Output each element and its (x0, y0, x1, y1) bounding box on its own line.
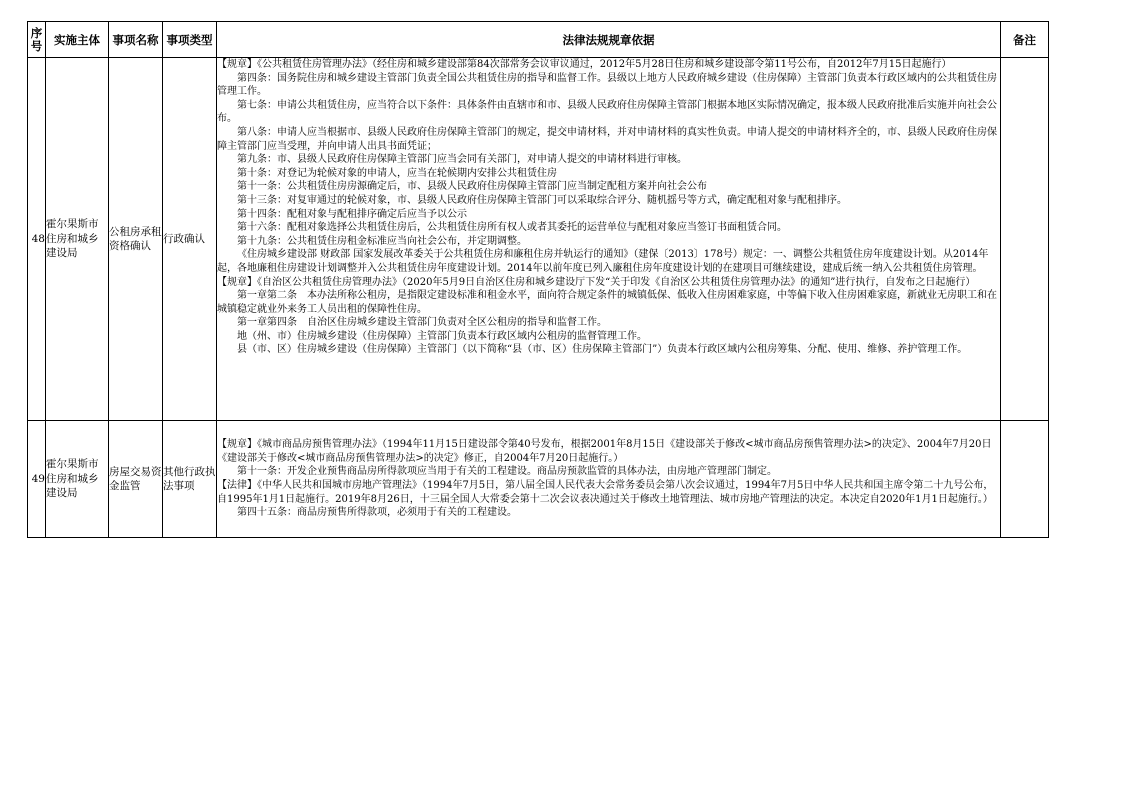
header-seq: 序号 (28, 22, 46, 58)
basis-paragraph: 【规章】《城市商品房预售管理办法》（1994年11月15日建设部令第40号发布，根据2001年8月15日《建设部关于修改<城市商品房预售管理办法>的决定》、2004年7月20日《建设部关于修改<城市商品房预售管理办法>的决定》修正，自2004年7月20日起施行。） (217, 439, 992, 464)
basis-paragraph: 第十四条：配租对象与配租排序确定后应当予以公示 (237, 208, 467, 220)
basis-paragraph: 第四十五条：商品房预售所得款项，必须用于有关的工程建设。 (237, 507, 517, 519)
table-row (28, 58, 1049, 421)
basis-paragraph: 《住房城乡建设部 财政部 国家发展改革委关于公共租赁住房和廉租住房并轨运行的通知》（建保〔2013〕178号）规定：一、调整公共租赁住房年度建设计划。从2014年起，各地廉租住房建设计划调整并入公共租赁住房年度建设计划。2014年以前年度已列入廉租住房年度建设计划的在建项目可继续建设，建成后统一纳入公共租赁住房管理。 (217, 249, 989, 274)
basis-paragraph: 【法律】《中华人民共和国城市房地产管理法》（1994年7月5日，第八届全国人民代表大会常务委员会第八次会议通过，1994年7月5日中华人民共和国主席令第二十九号公布，自1995年1月1日起施行。2019年8月26日，十三届全国人大常委会第十二次会议表决通过关于修改土地管理法、城市房地产管理法的决定。本决定自2020年1月1日起施行。） (217, 480, 994, 505)
basis-paragraph: 【规章】《公共租赁住房管理办法》（经住房和城乡建设部第84次部常务会议审议通过，2012年5月28日住房和城乡建设部令第11号公布，自2012年7月15日起施行） (217, 59, 952, 70)
row-subject: 霍尔果斯市住房和城乡建设局 (46, 421, 109, 538)
row-remark (1001, 421, 1049, 538)
basis-paragraph: 【规章】《自治区公共租赁住房管理办法》（2020年5月9日自治区住房和城乡建设厅下发“关于印发《自治区公共租赁住房管理办法》的通知”进行执行，自发布之日起施行） (217, 276, 976, 288)
basis-paragraph: 第十一条：公共租赁住房房源确定后，市、县级人民政府住房保障主管部门应当制定配租方案并向社会公布 (237, 181, 707, 193)
basis-paragraph: 第四条：国务院住房和城乡建设主管部门负责全国公共租赁住房的指导和监督工作。县级以上地方人民政府城乡建设（住房保障）主管部门负责本行政区域内的公共租赁住房管理工作。 (217, 72, 997, 98)
header-basis: 法律法规规章依据 (217, 22, 1001, 58)
row-basis (217, 58, 1001, 421)
row-item: 公租房承租资格确认 (109, 58, 163, 421)
row-seq: 49 (28, 421, 46, 538)
table-row (28, 421, 1049, 538)
basis-paragraph: 第九条：市、县级人民政府住房保障主管部门应当会同有关部门，对申请人提交的申请材料进行审核。 (237, 154, 687, 166)
basis-paragraph: 县（市、区）住房城乡建设（住房保障）主管部门（以下简称“县（市、区）住房保障主管部门”）负责本行政区域内公租房筹集、分配、使用、维修、养护管理工作。 (237, 344, 968, 356)
row-seq: 48 (28, 58, 46, 421)
header-type: 事项类型 (163, 22, 217, 58)
header-item: 事项名称 (109, 22, 163, 58)
basis-paragraph: 第八条：申请人应当根据市、县级人民政府住房保障主管部门的规定，提交申请材料，并对申请材料的真实性负责。申请人提交的申请材料齐全的，市、县级人民政府住房保障主管部门应当受理，并向申请人出具书面凭证； (217, 126, 997, 152)
header-subject: 实施主体 (46, 22, 109, 58)
basis-paragraph: 第一章第二条 本办法所称公租房，是指限定建设标准和租金水平，面向符合规定条件的城镇低保、低收入住房困难家庭，中等偏下收入住房困难家庭，新就业无房职工和在城镇稳定就业外来务工人员出租的保障性住房。 (217, 290, 997, 315)
basis-paragraph: 第十三条：对复审通过的轮候对象，市、县级人民政府住房保障主管部门可以采取综合评分、随机摇号等方式，确定配租对象与配租排序。 (237, 194, 847, 206)
basis-paragraph: 第十九条：公共租赁住房租金标准应当向社会公布，并定期调整。 (237, 235, 527, 247)
basis-paragraph: 第七条：申请公共租赁住房，应当符合以下条件：具体条件由直辖市和市、县级人民政府住房保障主管部门根据本地区实际情况确定，报本级人民政府批准后实施并向社会公布。 (217, 99, 997, 125)
row-type: 其他行政执法事项 (163, 421, 217, 538)
basis-paragraph: 第十一条：开发企业预售商品房所得款项应当用于有关的工程建设。商品房预款监管的具体办法，由房地产管理部门制定。 (237, 466, 777, 478)
row-type: 行政确认 (163, 58, 217, 421)
basis-paragraph: 地（州、市）住房城乡建设（住房保障）主管部门负责本行政区域内公租房的监督管理工作。 (237, 330, 647, 342)
header-row (28, 22, 1049, 58)
row-item: 房屋交易资金监管 (109, 421, 163, 538)
header-remark: 备注 (1001, 22, 1049, 58)
basis-paragraph: 第十条：对登记为轮候对象的申请人，应当在轮候期内安排公共租赁住房 (237, 167, 557, 179)
basis-paragraph: 第一章第四条 自治区住房城乡建设主管部门负责对全区公租房的指导和监督工作。 (237, 317, 607, 329)
row-subject: 霍尔果斯市住房和城乡建设局 (46, 58, 109, 421)
row-remark (1001, 58, 1049, 421)
regulation-table (27, 21, 1049, 538)
row-basis (217, 421, 1001, 538)
basis-paragraph: 第十六条：配租对象选择公共租赁住房后，公共租赁住房所有权人或者其委托的运营单位与配租对象应当签订书面租赁合同。 (237, 222, 787, 234)
